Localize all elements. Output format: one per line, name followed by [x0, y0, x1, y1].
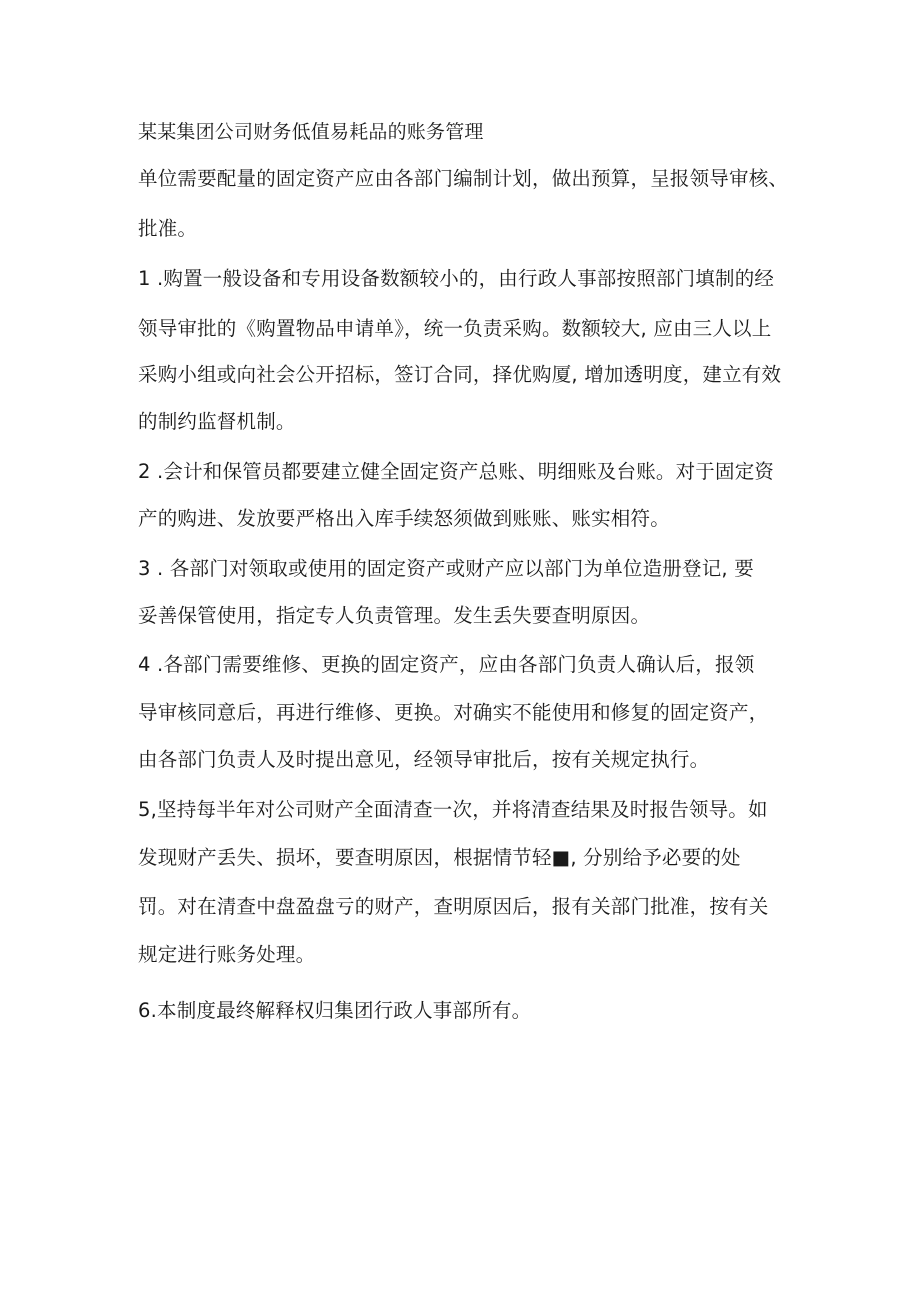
document-title: 某某集团公司财务低值易耗品的账务管理	[138, 121, 484, 143]
paragraph-line: 3 . 各部门对领取或使用的固定资产或财产应以部门为单位造册登记, 要	[138, 557, 754, 580]
paragraph-line: 6.本制度最终解释权归集团行政人事部所有。	[138, 999, 532, 1022]
paragraph-line: 导审核同意后，再进行维修、更换。对确实不能使用和修复的固定资产，	[138, 701, 769, 724]
paragraph-line: 规定进行账务处理。	[138, 943, 316, 966]
paragraph-line: 领导审批的《购置物品申请单》，统一负责采购。数额较大, 应由三人以上	[138, 317, 772, 340]
paragraph-line: 产的购进、发放要严格出入库手续怒须做到账账、账实相符。	[138, 507, 670, 530]
paragraph-line: 妥善保管使用，指定专人负责管理。发生丢失要查明原因。	[138, 604, 651, 627]
paragraph-line: 5,坚持每半年对公司财产全面清查一次，并将清查结果及时报告领导。如	[138, 798, 768, 821]
paragraph-line: 采购小组或向社会公开招标，签订合同，择优购厦, 增加透明度，建立有效	[138, 363, 782, 386]
paragraph-line: 4 .各部门需要维修、更换的固定资产，应由各部门负责人确认后，报领	[138, 653, 755, 676]
paragraph-line: 的制约监督机制。	[138, 410, 296, 433]
paragraph-line: 发现财产丢失、损坏，要查明原因，根据情节轻■, 分别给予必要的处	[138, 846, 741, 869]
paragraph-line: 2 .会计和保管员都要建立健全固定资产总账、明细账及台账。对于固定资	[138, 460, 775, 483]
paragraph-line: 罚。对在清查中盘盈盘亏的财产，查明原因后，报有关部门批准，按有关	[138, 895, 769, 918]
paragraph-line: 由各部门负责人及时提出意见，经领导审批后，按有关规定执行。	[138, 748, 710, 771]
paragraph-line: 批准。	[138, 217, 198, 240]
paragraph-line: 1 .购置一般设备和专用设备数额较小的，由行政人事部按照部门填制的经	[138, 267, 775, 290]
paragraph-line: 单位需要配量的固定资产应由各部门编制计划，做出预算，呈报领导审核、	[138, 167, 789, 190]
